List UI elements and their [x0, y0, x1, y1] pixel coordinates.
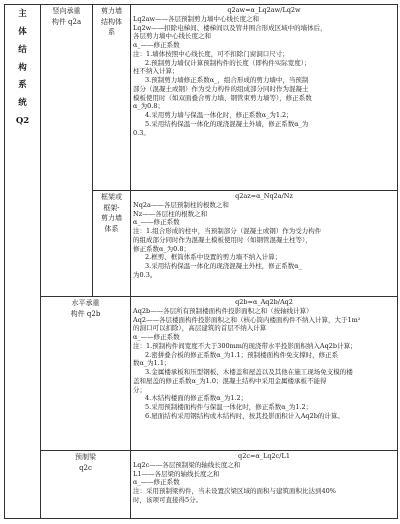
q2b-formula: q2b=α_Aq2b/Aq2	[235, 298, 293, 306]
q2b-line: 6.屋面结构采用钢结构或木结构时，按其投影面积计入Aq2b的计算。	[145, 411, 344, 420]
row-q2b	[5, 297, 398, 451]
q2b-line: 分；	[133, 385, 146, 394]
wall-line: 0.3。	[133, 128, 150, 137]
row-q2c	[5, 451, 398, 519]
wall-line: 3.预制剪力墙修正系数α_，组合形成的剪力墙中，当预制	[145, 76, 309, 85]
q2b-content	[131, 297, 398, 451]
wall-line: Lq2aw——各层预制剪力墙中心线长度之和	[133, 14, 260, 23]
category-char: 构	[18, 62, 27, 73]
category-char: 结	[18, 44, 27, 55]
q2b-line: 3.金属楼承板和压型钢板、木楼盖和屋盖以及其他在施工现场免支模的楼	[145, 368, 353, 377]
category-cell	[5, 5, 41, 519]
frame-system-label: 框架或 框架- 剪力墙 体系	[93, 191, 131, 297]
q2b-line: 4.木结构楼面的修正系数α_为1.2；	[145, 394, 248, 403]
q2b-label: 水平承重 构件 q2b	[41, 297, 131, 451]
frame-line: 修正系数α_为0.8；	[133, 244, 190, 253]
frame-content	[131, 191, 398, 297]
wall-content	[131, 5, 398, 191]
wall-line: 柱不纳入计算；	[133, 67, 179, 76]
wall-line: 2.预制剪力墙仅计算预制构件的长度（即构件实际宽度）；	[145, 58, 311, 67]
frame-line: 为0.3。	[133, 270, 157, 279]
frame-line: 3.采用结构保温一体化的现浇混凝土外柱，修正系数α_	[145, 262, 302, 271]
frame-line: 注：1.组合形成的柱中，当预制部分（混凝土或钢）作为受力构件	[133, 227, 322, 236]
wall-line: α_为0.8；	[133, 102, 164, 111]
q2c-content	[131, 451, 398, 519]
wall-line: 4.采用剪力墙与保温一体化时，修正系数α_为1.2；	[145, 111, 293, 120]
wall-line: 各层剪力墙中心线长度之和	[133, 32, 211, 41]
frame-line: Nq2a——各层预制柱的根数之和	[133, 200, 229, 209]
category-char: Q2	[15, 116, 30, 127]
wall-line: 部分（混凝土或钢）作为受力构件的组成部分同时作为混凝土	[133, 84, 309, 93]
wall-line: α_——修正系数	[133, 41, 180, 50]
q2b-line: 数α_为1.1；	[133, 359, 171, 368]
q2b-line: 注：1.预制构件间宽度不大于300mm的现浇带水平投影面积纳入Aq2b计算；	[133, 341, 357, 350]
q2b-line: 盖和屋盖的修正系数α_为1.0；混凝土结构中采用金属楼承板不能得	[133, 376, 327, 385]
frame-line: Nz——各层柱的根数之和	[133, 209, 208, 218]
category-char: 系	[18, 80, 27, 91]
category-char: 统	[18, 98, 27, 109]
frame-line: α_——修正系数	[133, 218, 180, 227]
q2c-label: 预制梁 q2c	[41, 451, 131, 519]
wall-system-label: 剪力墙 结构体 系	[93, 5, 131, 191]
q2b-line: 5.采用预制楼面构件与保温一体化时，修正系数α_为1.2；	[145, 403, 313, 412]
frame-formula: q2az=α_Nq2a/Nz	[235, 192, 293, 200]
q2c-line: 注：采用预制梁构件，当未设置次梁区域的面积与建筑面积比达到40%	[133, 487, 336, 496]
q2c-line: L1——各层梁的轴线长度之和	[133, 469, 220, 478]
q2b-line: Aq2b——各层所有预制楼面构件投影面积之和（按轴线计算）	[133, 306, 313, 315]
wall-line: 注：1.墙体按照中心线长度，可不扣除门窗洞口尺寸；	[133, 49, 289, 58]
q2a-label: 竖向承重 构件 q2a	[41, 5, 93, 297]
wall-formula: q2aw=α_Lq2aw/Lq2w	[227, 6, 301, 14]
frame-line: 2.框剪、框筒体系中设置的剪力墙不纳入计算；	[145, 253, 282, 262]
row-wall	[5, 5, 398, 191]
category-char: 体	[18, 26, 27, 37]
q2c-formula: q2c=α_Lq2c/L1	[238, 452, 290, 460]
q2b-line: α_——修正系数	[133, 333, 180, 342]
frame-line: 的组成部分同时作为混凝土模板使用时（如钢管混凝土柱等），	[133, 235, 312, 244]
q2c-line: Lq2c——各层预制梁的轴线长度之和	[133, 460, 241, 469]
category-char: 主	[18, 9, 27, 19]
wall-line: 5.采用结构保温一体化的现浇混凝土外墙，修正系数α_为	[145, 119, 309, 128]
q2b-line: 2.密拼叠合板的修正系数α_为1.1；预制楼面构件免支撑时，修正系	[145, 350, 339, 359]
wall-line: 模板使用时（如双面叠合剪力墙、钢管束剪力墙等），修正系数	[133, 93, 312, 102]
q2b-line: Aq2——各层楼面构件投影面积之和（核心筒内楼面构件不纳入计算，大于1m²	[133, 315, 361, 324]
spec-table	[4, 4, 398, 519]
q2b-line: 的洞口可以扣除），高层建筑的首层不纳入计算	[133, 324, 267, 333]
q2c-line: 时，该项可直接得5分。	[133, 495, 203, 504]
wall-line: Lq2w——扣除电梯间、楼梯间以及管井围合形成区域中的墙体后，	[133, 23, 327, 32]
q2c-line: α_——修正系数	[133, 478, 180, 487]
